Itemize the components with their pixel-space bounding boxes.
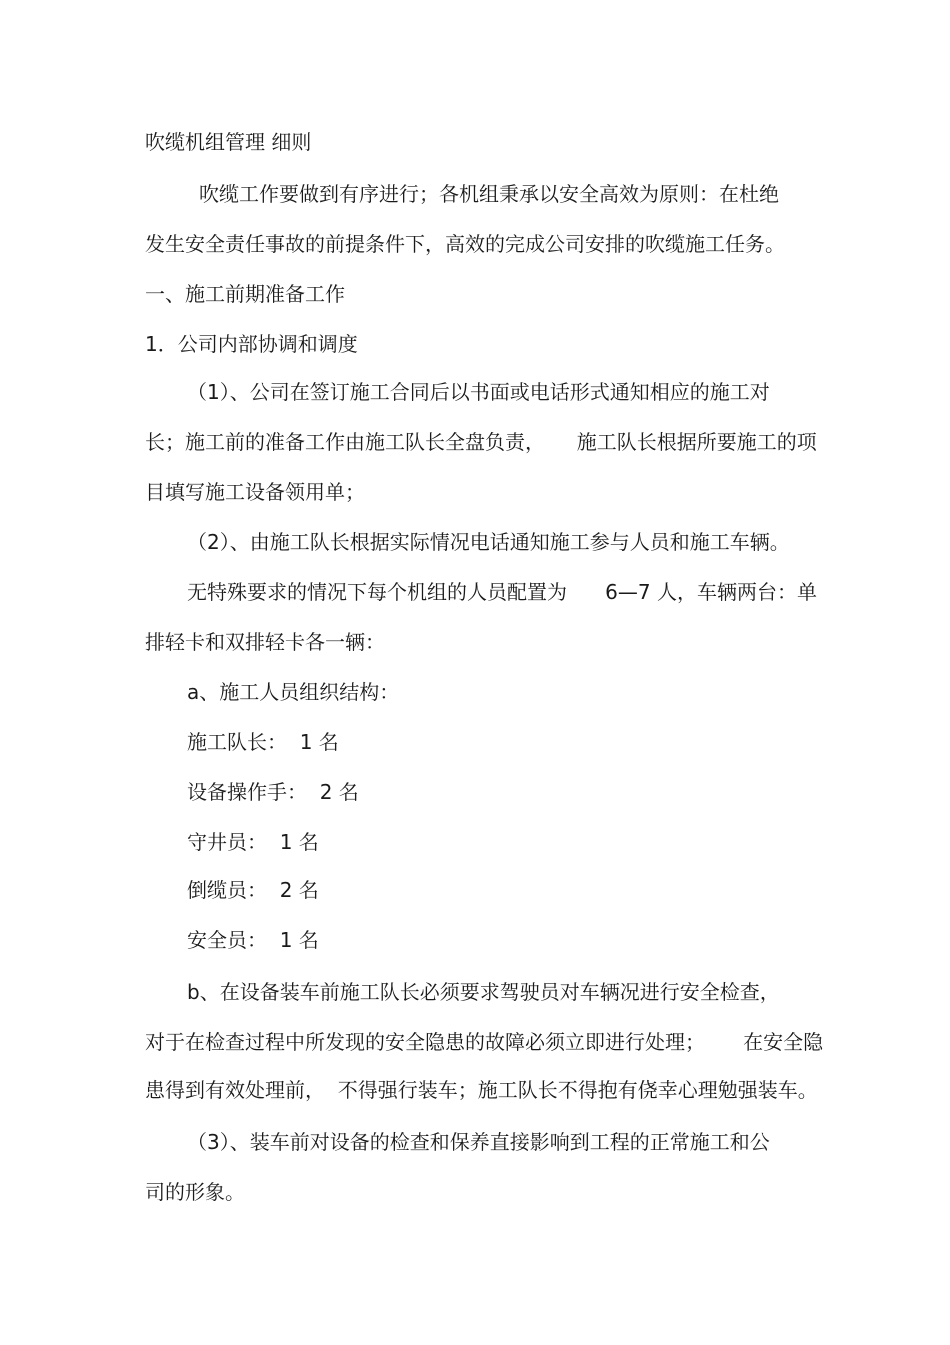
paragraph-line-4: 长；施工前的准备工作由施工队长全盘负责， 施工队长根据所要施工的项 [145, 430, 817, 454]
paragraph-line-6: （2）、由施工队长根据实际情况电话通知施工参与人员和施工车辆。 [187, 530, 790, 554]
staff-item-well-guard: 守井员： 1 名 [187, 830, 319, 854]
paragraph-line-12: （3）、装车前对设备的检查和保养直接影响到工程的正常施工和公 [187, 1130, 770, 1154]
list-heading-a: a、施工人员组织结构： [187, 680, 400, 704]
document-title: 吹缆机组管理 细则 [145, 130, 312, 154]
staff-item-safety-officer: 安全员： 1 名 [187, 928, 319, 952]
paragraph-line-2: 发生安全责任事故的前提条件下，高效的完成公司安排的吹缆施工任务。 [145, 232, 785, 256]
paragraph-line-5: 目填写施工设备领用单； [145, 480, 365, 504]
paragraph-line-1: 吹缆工作要做到有序进行；各机组秉承以安全高效为原则：在杜绝 [199, 182, 779, 206]
staff-item-leader: 施工队长： 1 名 [187, 730, 339, 754]
paragraph-line-3: （1）、公司在签订施工合同后以书面或电话形式通知相应的施工对 [187, 380, 770, 404]
staff-item-cable-handler: 倒缆员： 2 名 [187, 878, 319, 902]
paragraph-line-8: 排轻卡和双排轻卡各一辆： [145, 630, 385, 654]
subsection-heading-1: 1．公司内部协调和调度 [145, 332, 358, 356]
paragraph-line-13: 司的形象。 [145, 1180, 245, 1204]
paragraph-line-10: 对于在检查过程中所发现的安全隐患的故障必须立即进行处理； 在安全隐 [145, 1030, 824, 1054]
staff-item-operator: 设备操作手： 2 名 [187, 780, 359, 804]
paragraph-line-11: 患得到有效处理前， 不得强行装车；施工队长不得抱有侥幸心理勉强装车。 [145, 1078, 818, 1102]
section-heading-1: 一、施工前期准备工作 [145, 282, 345, 306]
paragraph-line-7: 无特殊要求的情况下每个机组的人员配置为 6—7 人，车辆两台：单 [187, 580, 817, 604]
paragraph-line-9: b、在设备装车前施工队长必须要求驾驶员对车辆况进行安全检查， [187, 980, 780, 1004]
